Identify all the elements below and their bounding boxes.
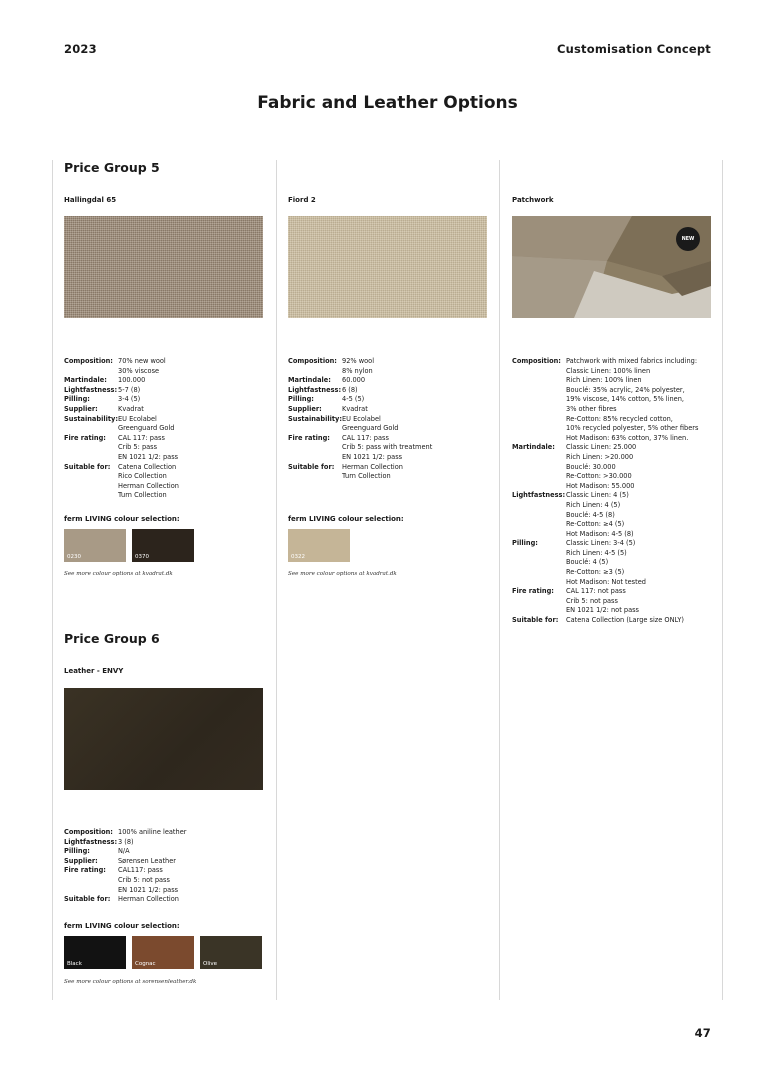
spec-row bbox=[64, 838, 269, 848]
spec-value-line: 8% nylon bbox=[342, 366, 373, 375]
spec-value-line: Patchwork with mixed fabrics including: bbox=[566, 357, 698, 365]
spec-value-line: 4-5 (5) bbox=[342, 395, 365, 404]
spec-row bbox=[288, 415, 493, 434]
spec-value-line: 100.000 bbox=[118, 376, 146, 385]
spec-value-line: Crib 5: pass bbox=[118, 443, 158, 452]
spec-label: Composition: bbox=[64, 357, 113, 365]
spec-label: Pilling: bbox=[64, 847, 90, 856]
spec-label: Sustainability: bbox=[288, 414, 342, 423]
swatch-label: 0370 bbox=[135, 554, 149, 560]
spec-value-line: Turn Collection bbox=[118, 491, 167, 500]
spec-row bbox=[64, 386, 269, 396]
spec-row bbox=[288, 357, 493, 376]
spec-value-line: Rich Linen: 4 (5) bbox=[566, 500, 621, 509]
spec-row bbox=[64, 828, 269, 838]
spec-label: Lightfastness: bbox=[288, 385, 342, 394]
specs-fiord bbox=[288, 357, 493, 482]
spec-value-line: Catena Collection (Large size ONLY) bbox=[566, 616, 684, 625]
colour-selection-title: ferm LIVING colour selection: bbox=[64, 515, 180, 523]
spec-value-line: Rich Linen: 100% linen bbox=[566, 376, 642, 385]
spec-label: Fire rating: bbox=[288, 433, 330, 442]
colour-swatch-0230[interactable] bbox=[64, 529, 126, 562]
spec-value-line: CAL 117: pass bbox=[342, 433, 389, 442]
spec-row bbox=[512, 357, 717, 443]
column-divider bbox=[52, 160, 53, 1000]
spec-value bbox=[118, 847, 269, 857]
swatch-label: 0322 bbox=[291, 554, 305, 560]
spec-value-line: EN 1021 1/2: pass bbox=[342, 452, 403, 461]
spec-value-line: Bouclé: 30.000 bbox=[566, 462, 616, 471]
spec-label: Pilling: bbox=[64, 395, 90, 404]
spec-value bbox=[342, 395, 493, 405]
spec-row bbox=[512, 491, 717, 539]
spec-label: Fire rating: bbox=[64, 433, 106, 442]
spec-value-line: CAL117: pass bbox=[118, 866, 163, 875]
specs-leather-envy bbox=[64, 828, 269, 905]
spec-label: Supplier: bbox=[64, 404, 98, 413]
spec-value-line: EN 1021 1/2: not pass bbox=[566, 606, 639, 615]
swatch-label: Black bbox=[67, 961, 82, 967]
spec-value-line: Classic Linen: 3-4 (5) bbox=[566, 539, 636, 548]
spec-value bbox=[118, 395, 269, 405]
spec-row bbox=[64, 847, 269, 857]
spec-row bbox=[64, 866, 269, 895]
spec-value bbox=[118, 828, 269, 838]
spec-value-line: EN 1021 1/2: pass bbox=[118, 452, 179, 461]
spec-row bbox=[64, 895, 269, 905]
spec-value bbox=[118, 463, 269, 501]
column-divider bbox=[722, 160, 723, 1000]
spec-value-line: 60.000 bbox=[342, 376, 366, 385]
spec-value-line: 3 (8) bbox=[118, 837, 134, 846]
spec-value-line: 3% other fibres bbox=[566, 404, 617, 413]
spec-row bbox=[288, 386, 493, 396]
spec-row bbox=[512, 616, 717, 626]
colour-swatch-black[interactable] bbox=[64, 936, 126, 969]
spec-value bbox=[342, 415, 493, 434]
fabric-image-fiord bbox=[288, 216, 487, 318]
colour-swatch-cognac[interactable] bbox=[132, 936, 194, 969]
fabric-name-patchwork: Patchwork bbox=[512, 196, 554, 204]
spec-label: Suitable for: bbox=[64, 895, 111, 904]
spec-value bbox=[566, 357, 717, 443]
spec-value-line: 10% recycled polyester, 5% other fibers bbox=[566, 424, 699, 433]
price-group-6-title: Price Group 6 bbox=[64, 631, 160, 646]
spec-label: Supplier: bbox=[288, 404, 322, 413]
spec-row bbox=[64, 395, 269, 405]
spec-row bbox=[64, 357, 269, 376]
spec-value bbox=[342, 434, 493, 463]
spec-label: Martindale: bbox=[64, 376, 107, 385]
spec-row bbox=[288, 463, 493, 482]
spec-value-line: 5-7 (8) bbox=[118, 385, 141, 394]
new-badge: NEW bbox=[676, 227, 700, 251]
spec-value-line: Re-Cotton: >30.000 bbox=[566, 472, 632, 481]
fabric-name-fiord: Fiord 2 bbox=[288, 196, 316, 204]
spec-value-line: Herman Collection bbox=[118, 895, 179, 904]
spec-value-line: Classic Linen: 25.000 bbox=[566, 443, 637, 452]
spec-value bbox=[342, 376, 493, 386]
spec-value-line: Hot Madison: 4-5 (8) bbox=[566, 529, 634, 538]
spec-value-line: Kvadrat bbox=[118, 404, 144, 413]
swatch-label: Cognac bbox=[135, 961, 156, 967]
spec-value-line: Kvadrat bbox=[342, 404, 368, 413]
spec-value-line: 19% viscose, 14% cotton, 5% linen, bbox=[566, 395, 684, 404]
colour-selection-title: ferm LIVING colour selection: bbox=[64, 922, 180, 930]
more-colours-note: See more colour options at sorensenleather.dk bbox=[64, 979, 197, 985]
spec-row bbox=[288, 434, 493, 463]
colour-swatch-0370[interactable] bbox=[132, 529, 194, 562]
fabric-name-leather-envy: Leather - ENVY bbox=[64, 667, 124, 675]
colour-swatch-0322[interactable] bbox=[288, 529, 350, 562]
spec-row bbox=[288, 405, 493, 415]
fabric-image-hallingdal bbox=[64, 216, 263, 318]
spec-label: Sustainability: bbox=[64, 414, 118, 423]
spec-label: Pilling: bbox=[512, 539, 538, 548]
spec-value-line: Crib 5: pass with treatment bbox=[342, 443, 433, 452]
spec-value-line: EN 1021 1/2: pass bbox=[118, 885, 179, 894]
spec-value-line: Hot Madison: 55.000 bbox=[566, 481, 635, 490]
spec-value-line: Re-Cotton: ≥3 (5) bbox=[566, 568, 625, 577]
more-colours-note: See more colour options at kvadrat.dk bbox=[288, 571, 397, 577]
spec-value bbox=[342, 357, 493, 376]
spec-value bbox=[118, 838, 269, 848]
spec-label: Lightfastness: bbox=[64, 385, 118, 394]
spec-label: Lightfastness: bbox=[512, 491, 566, 500]
spec-row bbox=[64, 376, 269, 386]
spec-value-line: CAL 117: not pass bbox=[566, 587, 626, 596]
spec-value bbox=[118, 895, 269, 905]
spec-row bbox=[512, 443, 717, 491]
spec-value bbox=[118, 434, 269, 463]
fabric-image-leather-envy bbox=[64, 688, 263, 790]
more-colours-note: See more colour options at kvadrat.dk bbox=[64, 571, 173, 577]
colour-selection-title: ferm LIVING colour selection: bbox=[288, 515, 404, 523]
spec-row bbox=[64, 434, 269, 463]
colour-swatch-olive[interactable] bbox=[200, 936, 262, 969]
spec-value-line: Bouclé: 35% acrylic, 24% polyester, bbox=[566, 385, 685, 394]
spec-label: Composition: bbox=[512, 357, 561, 365]
spec-value bbox=[566, 491, 717, 539]
spec-value-line: Catena Collection bbox=[118, 462, 177, 471]
spec-value bbox=[342, 405, 493, 415]
spec-value bbox=[118, 866, 269, 895]
header-section: Customisation Concept bbox=[556, 42, 711, 56]
fabric-image-patchwork bbox=[512, 216, 711, 318]
spec-value bbox=[566, 587, 717, 616]
spec-value bbox=[118, 376, 269, 386]
spec-value-line: Bouclé: 4 (5) bbox=[566, 558, 609, 567]
spec-label: Composition: bbox=[64, 828, 113, 836]
spec-value-line: N/A bbox=[118, 847, 130, 856]
spec-value bbox=[118, 386, 269, 396]
spec-label: Fire rating: bbox=[512, 587, 554, 596]
spec-value-line: 70% new wool bbox=[118, 357, 166, 365]
spec-value-line: Classic Linen: 4 (5) bbox=[566, 491, 629, 500]
spec-value bbox=[566, 539, 717, 587]
spec-label: Martindale: bbox=[288, 376, 331, 385]
spec-value-line: Crib 5: not pass bbox=[566, 596, 618, 605]
specs-patchwork bbox=[512, 357, 717, 626]
spec-label: Martindale: bbox=[512, 443, 555, 452]
spec-row bbox=[512, 539, 717, 587]
spec-value-line: Re-Cotton: 85% recycled cotton, bbox=[566, 414, 673, 423]
spec-value-line: 3-4 (5) bbox=[118, 395, 141, 404]
spec-label: Composition: bbox=[288, 357, 337, 365]
page-number: 47 bbox=[694, 1026, 711, 1040]
spec-value bbox=[118, 415, 269, 434]
spec-value-line: 100% aniline leather bbox=[118, 828, 187, 836]
spec-value-line: Herman Collection bbox=[342, 462, 403, 471]
spec-value-line: 6 (8) bbox=[342, 385, 358, 394]
spec-row bbox=[64, 463, 269, 501]
spec-value-line: Sørensen Leather bbox=[118, 856, 176, 865]
spec-value bbox=[342, 463, 493, 482]
spec-value bbox=[118, 857, 269, 867]
spec-label: Supplier: bbox=[64, 856, 98, 865]
spec-value bbox=[118, 405, 269, 415]
spec-value-line: Bouclé: 4-5 (8) bbox=[566, 510, 615, 519]
spec-label: Pilling: bbox=[288, 395, 314, 404]
spec-value-line: Rich Linen: 4-5 (5) bbox=[566, 548, 627, 557]
spec-value bbox=[566, 616, 717, 626]
spec-value-line: Herman Collection bbox=[118, 481, 179, 490]
spec-row bbox=[64, 415, 269, 434]
spec-label: Suitable for: bbox=[512, 616, 559, 625]
spec-value bbox=[118, 357, 269, 376]
spec-row bbox=[512, 587, 717, 616]
spec-value-line: EU Ecolabel bbox=[118, 414, 157, 423]
fabric-name-hallingdal: Hallingdal 65 bbox=[64, 196, 117, 204]
spec-row bbox=[64, 405, 269, 415]
spec-value-line: Hot Madison: Not tested bbox=[566, 577, 646, 586]
column-divider bbox=[499, 160, 500, 1000]
price-group-5-title: Price Group 5 bbox=[64, 160, 160, 175]
spec-label: Lightfastness: bbox=[64, 837, 118, 846]
spec-value-line: EU Ecolabel bbox=[342, 414, 381, 423]
specs-hallingdal bbox=[64, 357, 269, 501]
spec-row bbox=[64, 857, 269, 867]
spec-value bbox=[342, 386, 493, 396]
spec-row bbox=[288, 395, 493, 405]
spec-label: Suitable for: bbox=[288, 462, 335, 471]
spec-value bbox=[566, 443, 717, 491]
spec-value-line: Greenguard Gold bbox=[118, 424, 175, 433]
column-divider bbox=[276, 160, 277, 1000]
spec-value-line: Greenguard Gold bbox=[342, 424, 399, 433]
swatch-label: 0230 bbox=[67, 554, 81, 560]
spec-value-line: Rico Collection bbox=[118, 472, 167, 481]
spec-value-line: 30% viscose bbox=[118, 366, 160, 375]
swatch-label: Olive bbox=[203, 961, 218, 967]
spec-value-line: Re-Cotton: ≥4 (5) bbox=[566, 520, 625, 529]
page-title: Fabric and Leather Options bbox=[257, 93, 518, 113]
spec-value-line: CAL 117: pass bbox=[118, 433, 165, 442]
spec-row bbox=[288, 376, 493, 386]
spec-value-line: Classic Linen: 100% linen bbox=[566, 366, 651, 375]
spec-label: Suitable for: bbox=[64, 462, 111, 471]
spec-value-line: 92% wool bbox=[342, 357, 375, 365]
spec-value-line: Turn Collection bbox=[342, 472, 391, 481]
spec-value-line: Crib 5: not pass bbox=[118, 875, 170, 884]
header-year: 2023 bbox=[64, 42, 97, 56]
spec-value-line: Hot Madison: 63% cotton, 37% linen. bbox=[566, 433, 689, 442]
spec-label: Fire rating: bbox=[64, 866, 106, 875]
spec-value-line: Rich Linen: >20.000 bbox=[566, 452, 634, 461]
